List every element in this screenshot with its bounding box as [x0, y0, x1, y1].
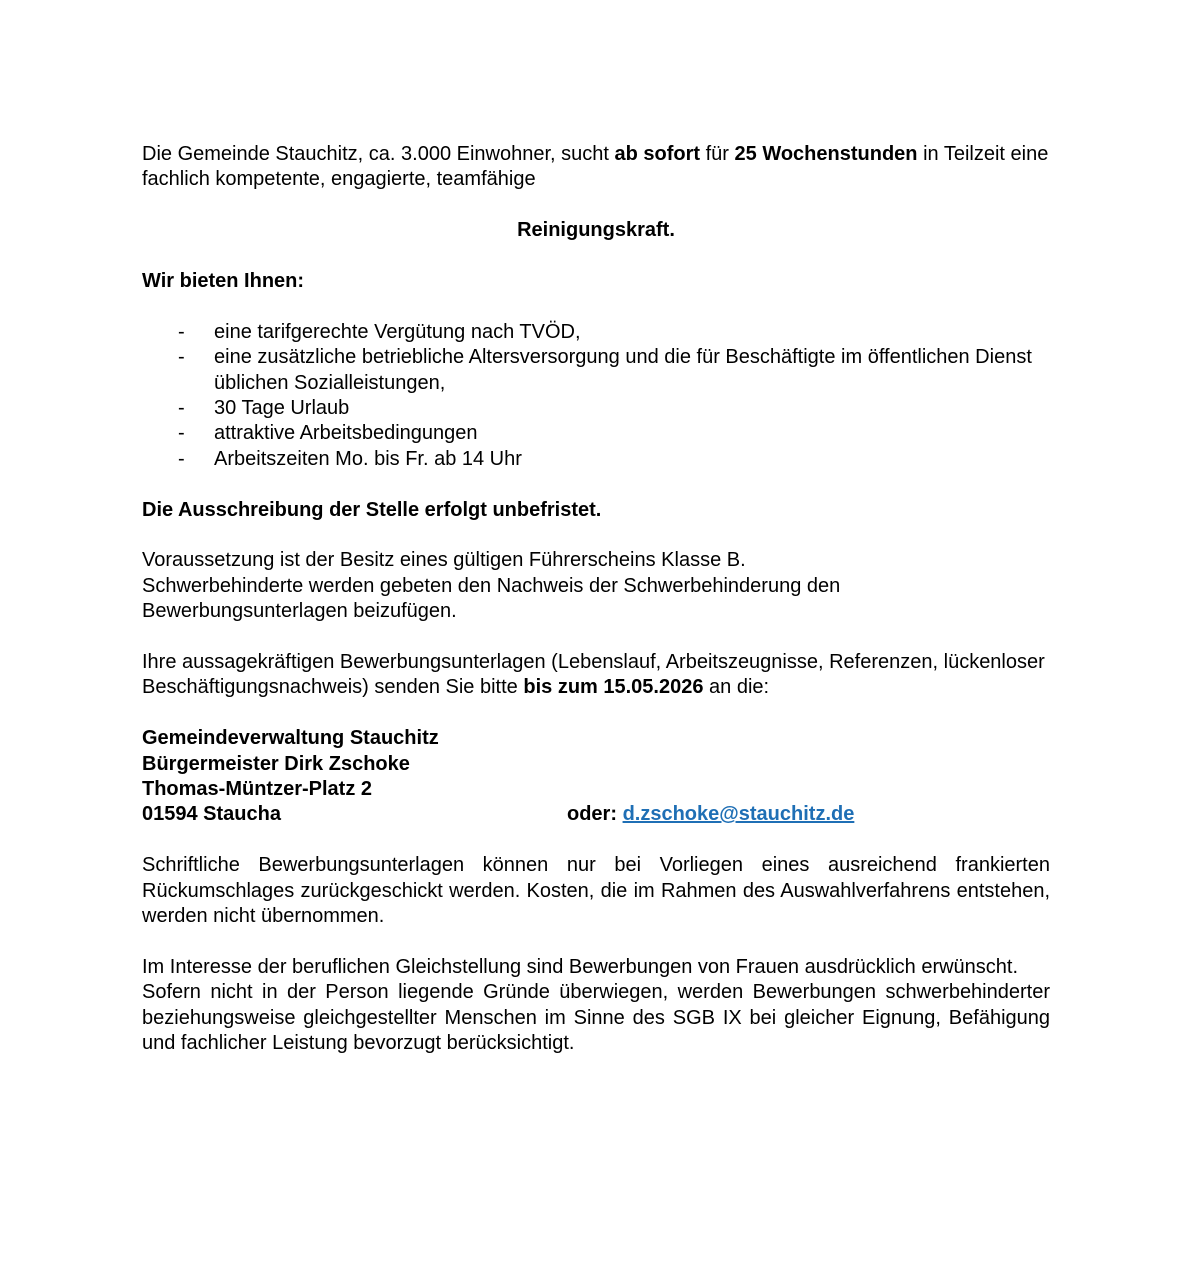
- address-city: 01594 Staucha: [142, 803, 281, 826]
- bullet-dash: -: [178, 346, 185, 369]
- unlimited-notice: Die Ausschreibung der Stelle erfolgt unbefristet.: [142, 498, 602, 521]
- application-text-2: an die:: [703, 676, 770, 699]
- application-deadline: bis zum 15.05.2026: [523, 676, 704, 699]
- intro-text-2: für: [700, 143, 735, 165]
- offer-list: [142, 320, 1050, 472]
- intro-start-date: ab sofort: [614, 143, 701, 165]
- requirement-license: Voraussetzung ist der Besitz eines gültigen Führerscheins Klasse B.: [142, 549, 746, 572]
- intro-paragraph: [142, 142, 1050, 193]
- equality-disabled: Sofern nicht in der Person liegende Gründe überwiegen, werden Bewerbungen schwerbehinderter beziehungsweise gleichgestellter Menschen im Sinne des SGB IX bei gleicher Eignung, Befähigung und fachlicher Leistung bevorzugt berücksichtigt.: [142, 981, 1050, 1055]
- list-item: [142, 396, 1050, 421]
- position-title: Reinigungskraft.: [517, 219, 675, 242]
- offer-text: Arbeitszeiten Mo. bis Fr. ab 14 Uhr: [214, 447, 522, 470]
- bullet-dash: -: [178, 422, 185, 445]
- address-line-4: [142, 802, 1050, 827]
- intro-text-3: in Teilzeit eine fachlich kompetente, engagierte, teamfähige: [142, 143, 1049, 191]
- intro-weekly-hours: 25 Wochenstunden: [734, 143, 918, 165]
- equality-women: Im Interesse der beruflichen Gleichstellung sind Bewerbungen von Frauen ausdrücklich erwünscht.: [142, 955, 1019, 978]
- bullet-dash: -: [178, 397, 185, 420]
- application-text-1: Ihre aussagekräftigen Bewerbungsunterlagen (Lebenslauf, Arbeitszeugnisse, Referenzen, lückenloser Beschäftigungsnachweis) senden Sie bitte: [142, 651, 1045, 699]
- offer-text: attraktive Arbeitsbedingungen: [214, 422, 478, 445]
- bullet-dash: -: [178, 320, 185, 343]
- address-line-1: Gemeindeverwaltung Stauchitz: [142, 727, 439, 750]
- address-line-2: Bürgermeister Dirk Zschoke: [142, 752, 410, 775]
- return-note: Schriftliche Bewerbungsunterlagen können nur bei Vorliegen eines ausreichend frankierten Rückumschlages zurückgeschickt werden. Kosten, die im Rahmen des Auswahlverfahrens entstehen, werden nicht übernommen.: [142, 854, 1050, 928]
- job-posting: [142, 142, 1050, 1056]
- list-item: [142, 345, 1050, 396]
- email-link[interactable]: d.zschoke@stauchitz.de: [622, 803, 855, 826]
- bullet-dash: -: [178, 447, 185, 470]
- requirement-disability-proof: Schwerbehinderte werden gebeten den Nachweis der Schwerbehinderung den Bewerbungsunterlagen beizufügen.: [142, 574, 841, 623]
- or-label: oder:: [567, 803, 623, 826]
- list-item: [142, 320, 1050, 345]
- address-block: [142, 726, 1050, 828]
- offer-text: eine tarifgerechte Vergütung nach TVÖD,: [214, 320, 581, 343]
- offer-heading: Wir bieten Ihnen:: [142, 270, 305, 292]
- offer-text: 30 Tage Urlaub: [214, 397, 350, 420]
- offer-text: eine zusätzliche betriebliche Altersversorgung und die für Beschäftigte im öffentlichen Dienst üblichen Sozialleistungen,: [214, 346, 1032, 394]
- address-line-3: Thomas-Müntzer-Platz 2: [142, 778, 373, 801]
- list-item: [142, 421, 1050, 446]
- list-item: [142, 447, 1050, 472]
- intro-text-1: Die Gemeinde Stauchitz, ca. 3.000 Einwohner, sucht: [142, 143, 615, 165]
- application-instructions: [142, 650, 1050, 701]
